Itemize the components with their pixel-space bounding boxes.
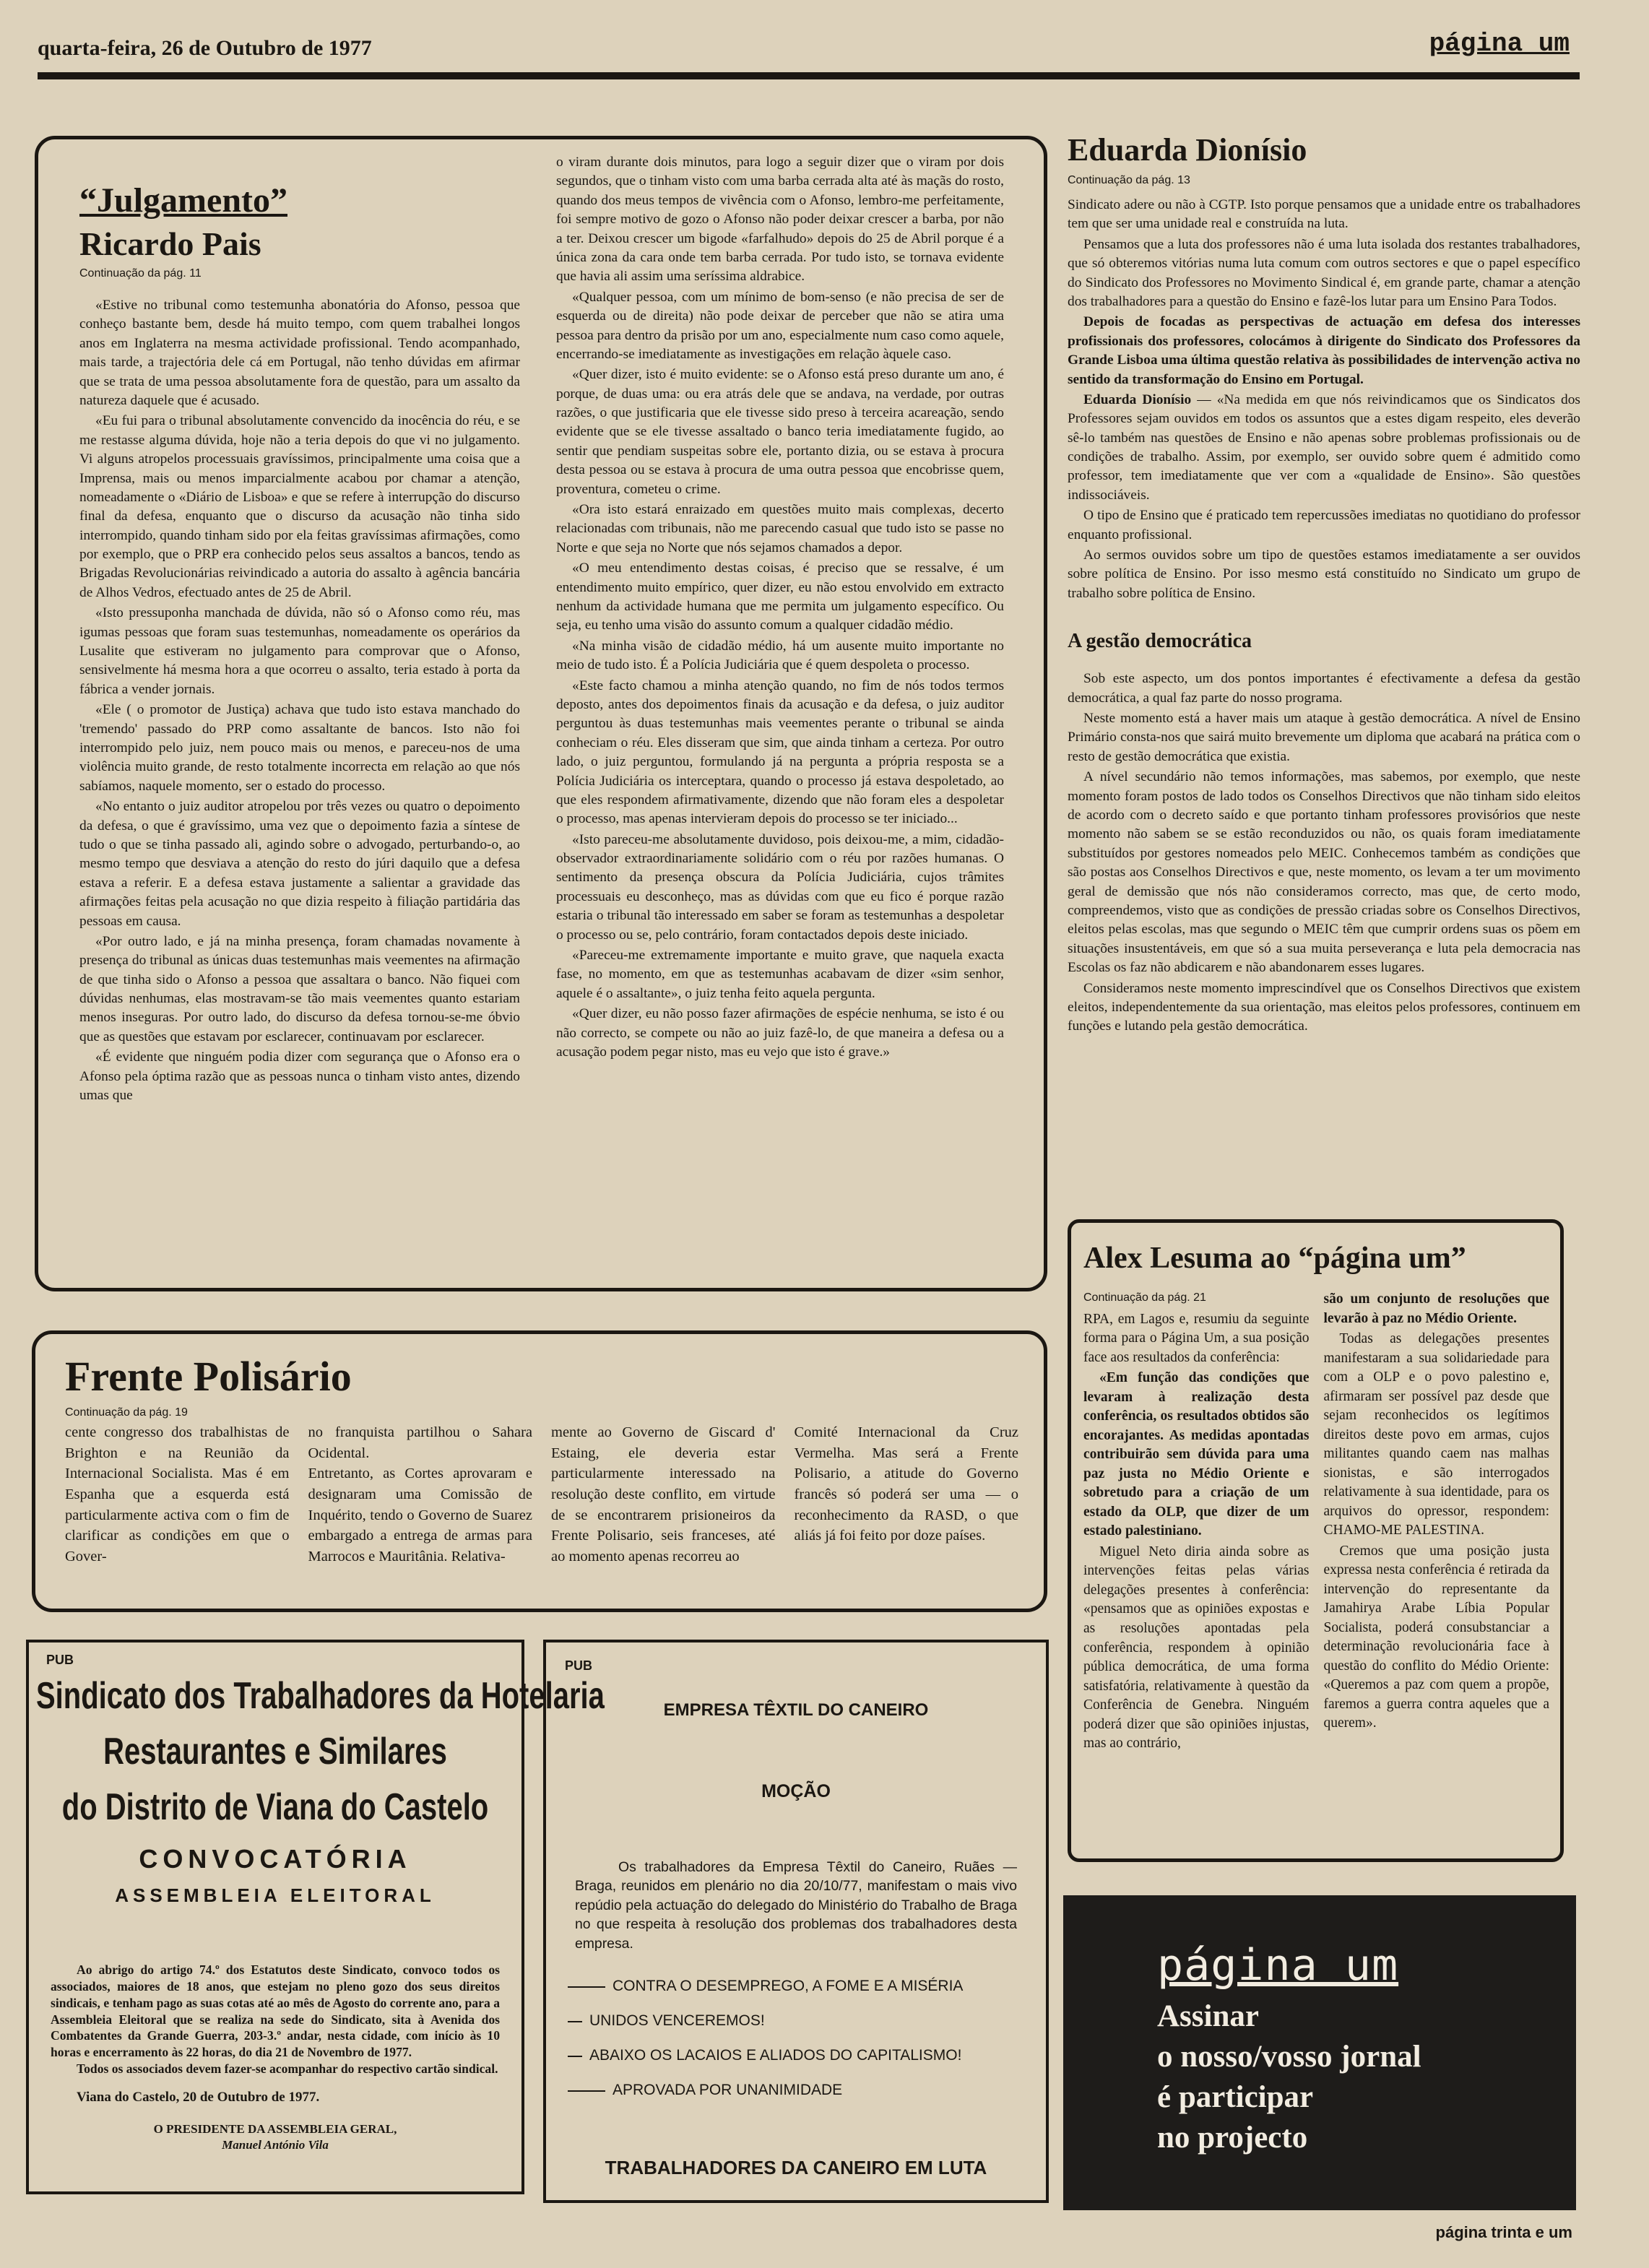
page-number: página trinta e um: [1435, 2223, 1572, 2241]
paragraph: são um conjunto de resoluções que levarão à paz no Médio Oriente.: [1323, 1291, 1549, 1326]
paragraph: «O meu entendimento destas coisas, é preciso que se ressalve, é um entendimento muito empírico, quer dizer, eu não estou envolvido em extracto nenhum da actividade humana que me permita um julgamento específico. Ou seja, eu tenho uma visão do assunto comum a qualquer cidadão médio.: [556, 560, 1004, 633]
paragraph: «Qualquer pessoa, com um mínimo de bom-senso (e não precisa de ser de esquerda ou de direita) não pode deixar de perceber que não se atira uma pessoa para dentro da prisão por um ano, especialmente num caso como aquele, encerrando-se imediatamente as investigações em relação àquele caso.: [556, 289, 1004, 362]
signature-title: O PRESIDENTE DA ASSEMBLEIA GERAL,: [153, 2121, 397, 2136]
convocatoria-date: Viana do Castelo, 20 de Outubro de 1977.: [77, 2090, 320, 2105]
mocao-item-text: APROVADA POR UNANIMIDADE: [613, 2082, 843, 2098]
paragraph: [1068, 391, 1580, 505]
sindicato-line-2: Restaurantes e Similares: [103, 1731, 447, 1773]
julgamento-body-1: [79, 296, 520, 1105]
signature-name: Manuel António Vila: [222, 2137, 329, 2152]
mocao-footer: TRABALHADORES DA CANEIRO EM LUTA: [605, 2157, 987, 2178]
paragraph: Depois de focadas as perspectivas de actuação em defesa dos interesses profissionais dos professores, colocámos à dirigente do Sindicato dos Professores da Grande Lisboa uma última questão relativa às possibilidades de intervenção activa no sentido da transformação do Ensino em Portugal.: [1068, 314, 1580, 387]
mocao-item-text: ABAIXO OS LACAIOS E ALIADOS DO CAPITALISMO!: [589, 2047, 962, 2064]
mocao-item-text: CONTRA O DESEMPREGO, A FOME E A MISÉRIA: [613, 1978, 964, 1994]
eduarda-title: Eduarda Dionísio: [1068, 132, 1307, 168]
speaker-name: Eduarda Dionísio: [1083, 391, 1192, 407]
paragraph: «Eu fui para o tribunal absolutamente convencido da inocência do réu, e se me restasse alguma dúvida, hoje não a teria depois do que vi no julgamento. Vi alguns atropelos processuais gravíssimos, principalmente uma coisa que a Imprensa, mais ou menos imparcialmente acabou por chamar a atenção, nomeadamente o «Diário de Lisboa» e que se refere à interrupção do discurso final da defesa, enquanto que o discurso da acusação não tinha sido interrompido, quando tinham sido por ela feitas gravíssimas afirmações, como por exemplo, que o PRP era conhecido pelos seus assaltos a bancos, tendo as Brigadas Revolucionárias reivindicado a autoria do assalto à agência bancária de Alhos Vedros, efectuado antes de 25 de Abril.: [79, 413, 520, 600]
alex-title: Alex Lesuma ao “página um”: [1083, 1242, 1466, 1275]
paragraph: «Ora isto estará enraizado em questões muito mais complexas, decerto relacionadas com tribunais, não me parecendo casual que tudo isto se passe no Norte e que seja no Norte que nós sejamos chamados a depor.: [556, 502, 1004, 555]
paragraph: O tipo de Ensino que é praticado tem repercussões imediatas no quotidiano do professor enquanto profissional.: [1068, 508, 1580, 542]
julgamento-kicker: “Julgamento”: [79, 181, 287, 220]
paragraph: Neste momento está a haver mais um ataque à gestão democrática. A nível de Ensino Primário consta-nos que sairá muito brevemente um diploma que acabará na prática com o resto de gestão democrática que existia.: [1068, 711, 1580, 764]
paragraph: «Isto pressuponha manchada de dúvida, não só o Afonso como réu, mas igumas pessoas que foram suas testemunhas, nomeadamente os operários da Lusalite que estiveram no julgamento para comprovar que o Afonso, sensivelmente há mesma hora a que ocorreu o assalto, teria estado à porta da fábrica a vender jornais.: [79, 605, 520, 697]
polisario-title: Frente Polisário: [65, 1353, 352, 1400]
paragraph: «Ele ( o promotor de Justiça) achava que tudo isto estava manchado do 'tremendo' passado do PRP como assaltante de bancos. Isto não foi interrompido pelo juiz, nem pouco mais ou menos, e pareceu-nos de uma violência muito grande, de resto totalmente incorrecta em relação ao que nós sabíamos, naquele momento, ser o estado do processo.: [79, 702, 520, 794]
paragraph: Ao sermos ouvidos sobre um tipo de questões estamos imediatamente a ser ouvidos sobre política de Ensino. Por isso mesmo está constituído no Sindicato um grupo de trabalho sobre política de Ensino.: [1068, 547, 1580, 601]
mocao-item: [568, 2012, 1031, 2030]
polisario-col-3: mente ao Governo de Giscard d' Estaing, ele deveria estar particularmente interessado na resolução deste conflito, em virtude de se encontrarem prisioneiros da Frente Polisario, seis franceses, até ao momento apenas recorreu ao: [551, 1424, 776, 1565]
convocatoria-body: Ao abrigo do artigo 74.º dos Estatutos deste Sindicato, convoco todos os associados, maiores de 18 anos, que estejam no pleno gozo dos seus direitos sindicais, e tenham pago as suas cotas até ao mês de Agosto do corrente ano, para a Assembleia Eleitoral que se realiza na sede do Sindicato, sita à Avenida dos Combatentes da Grande Guerra, 203-3.º andar, nesta cidade, com início às 10 horas e encerramento às 22 horas, do dia 21 de Novembro de 1977.: [51, 1962, 500, 2060]
polisario-col-2: no franquista partilhou o Sahara Ocidental. Entretanto, as Cortes aprovaram e designaram uma Comissão de Inquérito, tendo o Governo de Suarez embargado a entrega de armas para Marrocos e Mauritânia. Relativa-: [308, 1424, 532, 1565]
mocao-item-text: UNIDOS VENCEREMOS!: [589, 2012, 765, 2029]
issue-date: quarta-feira, 26 de Outubro de 1977: [38, 36, 372, 60]
mocao-item: [568, 1978, 1031, 1995]
sindicato-line-3: do Distrito de Viana do Castelo: [61, 1786, 489, 1828]
mocao-body: Os trabalhadores da Empresa Têxtil do Caneiro, Ruães — Braga, reunidos em plenário no dia 20/10/77, manifestam o mais vivo repúdio pela actuação do delegado do Ministério do Trabalho de Braga no que respeita à resolução dos problemas dos trabalhadores desta empresa.: [575, 1859, 1017, 1952]
sindicato-name: Sindicato dos Trabalhadores da Hotelaria: [36, 1675, 605, 1717]
paragraph: RPA, em Lagos e, resumiu da seguinte forma para o Página Um, a sua posição face aos resultados da conferência:: [1083, 1311, 1310, 1365]
mocao-title: MOÇÃO: [761, 1781, 831, 1801]
julgamento-continuation: Continuação da pág. 11: [79, 267, 202, 280]
alex-continuation: Continuação da pág. 21: [1083, 1291, 1206, 1304]
polisario-continuation: Continuação da pág. 19: [65, 1406, 188, 1419]
paragraph: «Quer dizer, eu não posso fazer afirmações de espécie nenhuma, se isto é ou não correcto, se compete ou não ao juiz fazê-lo, de que maneira a defesa ou a acusação podem pegar nisto, mas eu vejo que isto é grave.»: [556, 1006, 1004, 1060]
paragraph: Sindicato adere ou não à CGTP. Isto porque pensamos que a unidade entre os trabalhadores tem que ser uma unidade real e construída na luta.: [1068, 197, 1580, 232]
paragraph: «Em função das condições que levaram à realização desta conferência, os resultados obtidos são encorajantes. As medidas apontadas contribuirão sem dúvida para uma paz justa no Médio Oriente e sobretudo para a criação de um estado da OLP, que dizer de um estado palestiniano.: [1083, 1370, 1310, 1539]
subscribe-line-3: é participar: [1157, 2079, 1314, 2114]
subscribe-logo: página um: [1157, 1940, 1399, 1991]
subscribe-line-2: o nosso/vosso jornal: [1157, 2039, 1421, 2074]
paragraph: «Este facto chamou a minha atenção quando, no fim de nós todos termos deposto, antes dos depoimentos finais da acusação e da defesa, o juiz auditor perguntou às duas testemunhas mais veementes perante o tribunal se ainda conheciam o réu. Eles disseram que sim, que ainda tinham a certeza. Por outro lado, o juiz perguntou, formulando já na pergunta a própria resposta se a Polícia Judiciária os interceptara, quando o processo já estava despoletado, ao que eles respondem afirmativamente, dizendo que não foram eles a despoletar o processo, mas apenas intervieram depois do processo se ter iniciado...: [556, 678, 1004, 827]
julgamento-col-1: [79, 181, 520, 1107]
julgamento-byline: Ricardo Pais: [79, 225, 261, 262]
eduarda-subheading: A gestão democrática: [1068, 630, 1252, 653]
mocao-company: EMPRESA TÊXTIL DO CANEIRO: [663, 1700, 929, 1720]
sindicato-ad: [26, 1640, 605, 2194]
paragraph: «Na minha visão de cidadão médio, há um ausente muito importante no meio de tudo isto. É a Polícia Judiciária que é quem despoleta o processo.: [556, 638, 1004, 673]
paragraph: Sob este aspecto, um dos pontos importantes é efectivamente a defesa da gestão democrática, a qual faz parte do nosso programa.: [1068, 671, 1580, 706]
newspaper-name: página um: [1429, 29, 1570, 59]
mocao-ad: [543, 1640, 1049, 2203]
paragraph: Cremos que uma posição justa expressa nesta conferência é retirada da intervenção do representante da Jamahirya Arabe Líbia Popular Socialista, poderá consubstanciar a determinação revolucionária face à questão do conflito do Médio Oriente: «Queremos a paz com quem a propõe, faremos a guerra contra aqueles que a querem».: [1323, 1543, 1549, 1731]
eduarda-article: [1068, 131, 1580, 1038]
paragraph: Miguel Neto diria ainda sobre as intervenções feitas pelas várias delegações presentes à conferência: «pensamos que as opiniões expostas e as resoluções apontadas pela conferência, respondem à opinião pública democrática, de uma forma satisfatória, relativamente à questão da Conferência de Genebra. Ninguém poderá dizer que são opiniões injustas, mas ao contrário,: [1083, 1544, 1310, 1752]
paragraph: Pensamos que a luta dos professores não é uma luta isolada dos restantes trabalhadores, que só obteremos vitórias numa luta comum com outros sectores e que o papel específico do Sindicato dos Professores no Movimento Sindical é, em grande parte, chamar a atenção dos trabalhadores para a questão do Ensino e fazê-los lutar para um Ensino Para Todos.: [1068, 236, 1580, 309]
alex-content: [1083, 1241, 1549, 1755]
julgamento-col-2: [556, 153, 1004, 1063]
paragraph: o viram durante dois minutos, para logo a seguir dizer que o viram por dois segundos, que o tinham visto com uma barba cerrada alta até às maçãs do rosto, quando dos meus tempos de vivência com o Afonso, lembro-me perfeitamente, foi sempre motivo de gozo o Afonso não poder deixar crescer a barba, por não a ter. Deixou crescer um bigode «farfalhudo» depois do 25 de Abril porque é a única zona da cara onde tem barba cerrada. Por tudo isto, se tornava evidente que havia ali assim uma seríssima aldrabice.: [556, 155, 1004, 285]
assembleia-heading: ASSEMBLEIA ELEITORAL: [115, 1884, 436, 1906]
paragraph: Todas as delegações presentes manifestaram a sua solidariedade para com a OLP e o povo palestino e, afirmaram ser possível paz desde que sejam reconhecidos os legítimos direitos deste povo em armas, cujos militantes quando caem nas malhas sionistas, e são interrogados relativamente à sua identidade, para os arquivos do opressor, respondem: CHAMO-ME PALESTINA.: [1323, 1331, 1549, 1538]
subscribe-line-4: no projecto: [1157, 2120, 1308, 2155]
polisario-col-1: cente congresso dos trabalhistas de Brighton e na Reunião da Internacional Socialista. Mas é em Espanha que a esquerda está particularmente activa com o fim de clarificar as condições em que o Gover-: [65, 1424, 290, 1565]
convocatoria-heading: CONVOCATÓRIA: [139, 1844, 412, 1874]
pub-label: PUB: [46, 1653, 74, 1667]
eduarda-continuation: Continuação da pág. 13: [1068, 174, 1190, 186]
paragraph: «Isto pareceu-me absolutamente duvidoso, pois deixou-me, a mim, cidadão-observador extraordinariamente solidário com o réu por razões humanas. O sentimento da presença obscura da Polícia Judiciária, cujos trâmites processuais eu desconheço, mas as dúvidas com que eu fico é porque razão estaria o tribunal tão interessado em saber se foram as testemunhas a despoletar o processo ou se, pelo contrário, foram contactados depois deste iniciado.: [556, 831, 1004, 943]
paragraph: «Quer dizer, isto é muito evidente: se o Afonso está preso durante um ano, é porque, de duas uma: ou era atrás dele que se andava, na verdade, por outras razões, o que justificaria que ele tivesse sido preso à terceira acareação, sendo evidente que se ele tivesse assaltado o banco teria imediatamente fugido, ao sentir que pendiam suspeitas sobre ele, portanto dizia, ou se estava à procura desta pessoa ou se estava à procura de uma outra pessoa que encobrisse quem, proventura, cometeu o crime.: [556, 367, 1004, 497]
paragraph-text: — «Na medida em que nós reivindicamos que os Sindicatos dos Professores sejam ouvidos em todos os assuntos que a estes digam respeito, eles deverão sê-lo também nas questões de Ensino e não apenas sobre problemas profissionais ou de condições de trabalho. Assim, por exemplo, ser ouvido sobre quem é admitido como professor, tem imediatamente que ver com a «qualidade de Ensino». São questões indissociáveis.: [1068, 391, 1580, 503]
pub-label: PUB: [565, 1658, 593, 1673]
paragraph: «No entanto o juiz auditor atropelou por três vezes ou quatro o depoimento da defesa, o que é gravíssimo, uma vez que o depoimento fazia a síntese de tudo o que se tinha passado ali, agindo sobre o advogado, perturbando-o, ao mesmo tempo que desviava a atenção do resto do júri daquilo que a defesa estava a referir. E a defesa estava justamente a salientar a gravidade das afirmações feitas pela acusação no que dizia respeito à filiação partidária das pessoas em causa.: [79, 799, 520, 929]
polisario-content: [65, 1352, 1018, 1567]
paragraph: A nível secundário não temos informações, mas sabemos, por exemplo, que neste momento foram postos de lado todos os Conselhos Directivos que não tinham sido eleitos de acordo com o decreto saído e que portanto tinham professores provisórios que neste momento não sabem se se estão reconduzidos ou não, os quais foram imediatamente substituídos por gestores nomeados pelo MEIC. Conhecemos também as condições que são postas aos Conselhos Directivos e que, neste momento, os levam a ter um movimento geral de demissão que nós não consideramos correcto, mas que, de certo modo, compreendemos, visto que as condições de pressão criadas sobre os Conselhos Directivos, eleitos pelas escolas, mas que segundo o MEIC têm que cumprir ordens suas os põem em situações insustentáveis, em que só a sua muita perseverança e luta pela democracia nas Escolas os faz não abdicarem e não abandonarem esses lugares.: [1068, 769, 1580, 976]
convocatoria-note: Todos os associados devem fazer-se acompanhar do respectivo cartão sindical.: [77, 2061, 498, 2077]
mocao-item: [568, 2047, 1031, 2064]
header-rule: [38, 72, 1580, 79]
subscribe-line-1: Assinar: [1157, 1999, 1259, 2033]
paragraph: «Por outro lado, e já na minha presença, foram chamadas novamente à presença do tribunal as únicas duas testemunhas mais veementes na afirmação de que tinha sido o Afonso a pessoa que assaltara o banco. Não fiquei com dúvidas nenhumas, elas mostravam-se tão mais veementes quanto estariam menos inseguras. Por outro lado, do discurso da defesa tornou-se-me óbvio que as questões que estavam por esclarecer, continuavam por esclarecer.: [79, 933, 520, 1044]
paragraph: «Estive no tribunal como testemunha abonatória do Afonso, pessoa que conheço bastante bem, desde há muito tempo, com quem trabalhei longos anos em Inglaterra na mesma actividade profissional. Tendo acompanhado, mais tarde, a trajectória dele cá em Portugal, não tenho dúvidas em afirmar que se trata de uma pessoa absolutamente fora de questão, para um assalto da natureza daquele que é acusado.: [79, 298, 520, 408]
polisario-col-4: Comité Internacional da Cruz Vermelha. Mas será a Frente Polisario, a atitude do Governo francês só poderá ser uma — o reconhecimento da RASD, o que aliás já foi feito por doze países.: [794, 1424, 1018, 1544]
paragraph: Consideramos neste momento imprescindível que os Conselhos Directivos que existem eleitos, independentemente da sua orientação, mas eleitos pelos professores, continuem em funções e lutando pela gestão democrática.: [1068, 980, 1580, 1034]
mocao-item: [568, 2082, 1031, 2099]
subscribe-banner: [1063, 1895, 1576, 2210]
paragraph: «É evidente que ninguém podia dizer com segurança que o Afonso era o Afonso pela óptima razão que as pessoas nunca o tinham visto antes, dizendo umas que: [79, 1049, 520, 1104]
paragraph: «Pareceu-me extremamente importante e muito grave, que naquela exacta fase, no momento, em que as testemunhas acabavam de dizer «sim senhor, aquele é o assaltante», o juiz tenha feito aquela pergunta.: [556, 948, 1004, 1001]
